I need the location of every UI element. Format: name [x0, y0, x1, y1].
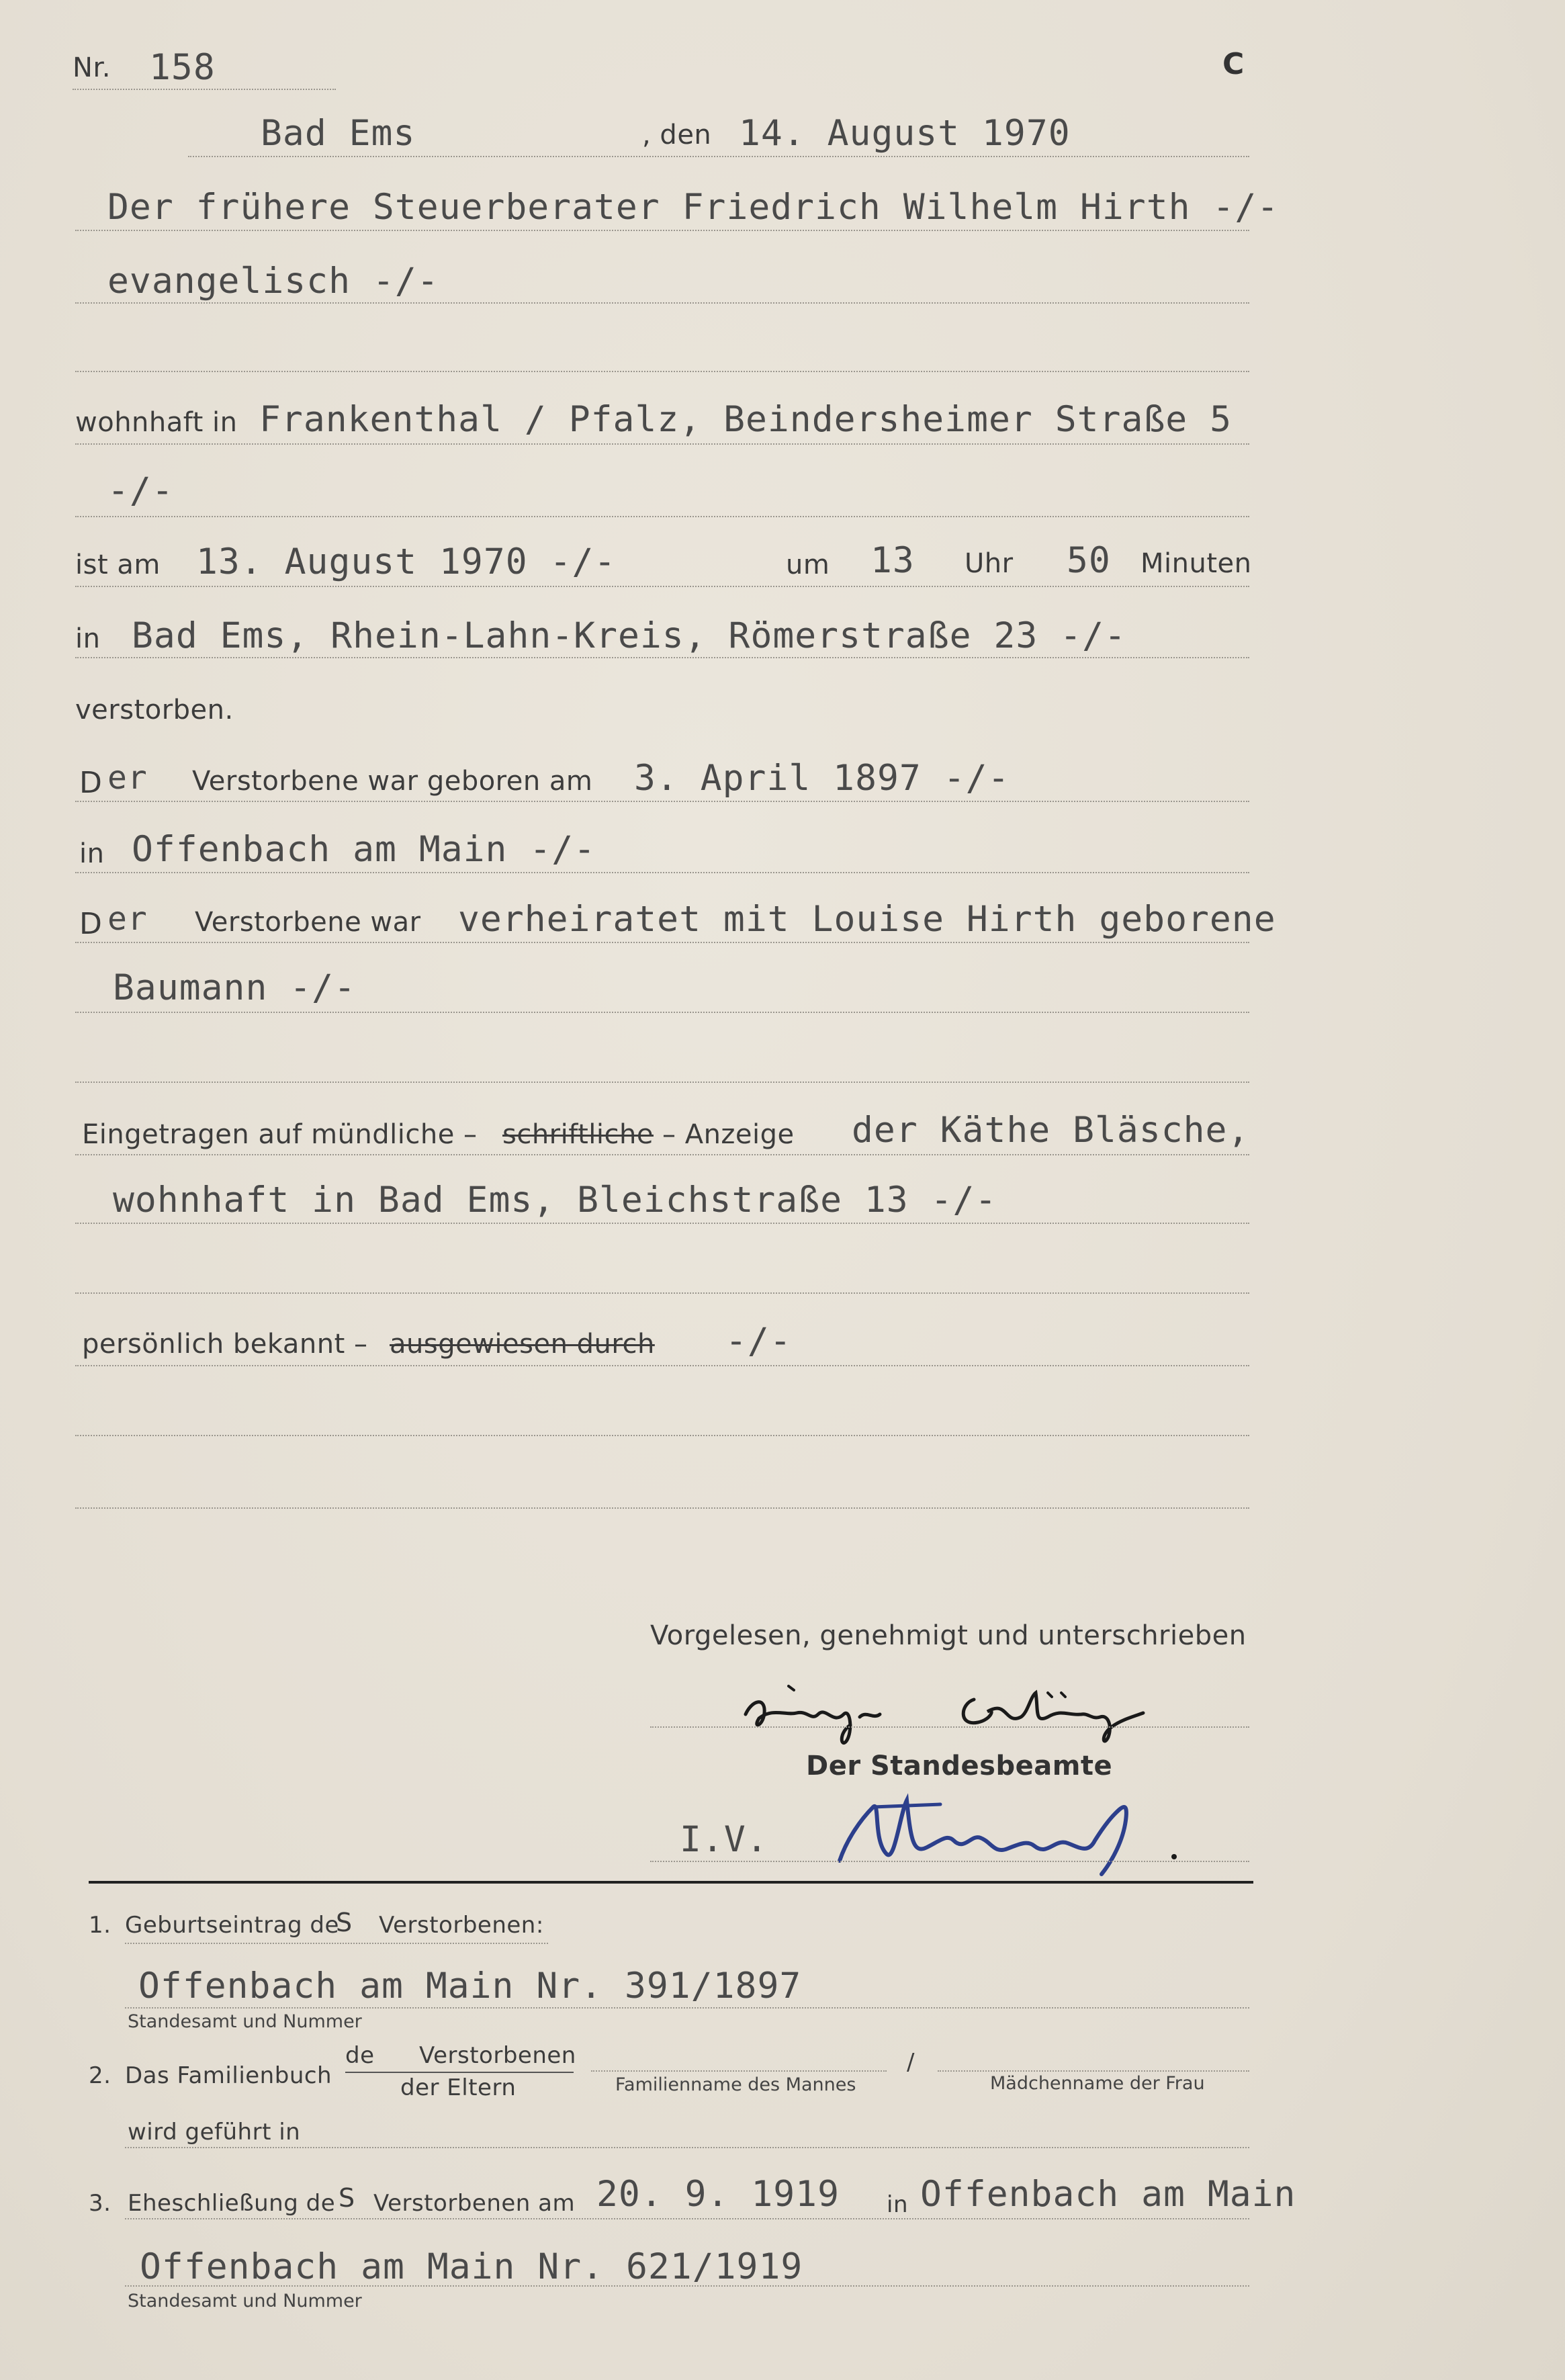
verstorben-label: verstorben. — [75, 695, 234, 725]
birth-place: Offenbach am Main -/- — [132, 829, 596, 870]
dotted-line — [125, 2285, 1249, 2287]
bekannt-value: -/- — [725, 1321, 792, 1362]
note3-date: 20. 9. 1919 — [596, 2174, 840, 2215]
der-er-2: er — [107, 900, 148, 938]
nr-label: Nr. — [73, 52, 111, 83]
note2-label-b: wird geführt in — [128, 2119, 301, 2146]
dotted-line — [75, 586, 1249, 587]
dotted-line — [125, 2007, 1249, 2009]
dotted-line — [75, 371, 1249, 372]
dotted-line — [938, 2070, 1249, 2072]
der-d-2: D — [79, 907, 103, 941]
eingetragen-label: Eingetragen auf mündliche – — [82, 1119, 478, 1150]
date: 14. August 1970 — [739, 113, 1071, 154]
note2-caption-wife: Mädchenname der Frau — [990, 2073, 1205, 2094]
note1-label-s: S — [336, 1908, 353, 1937]
note3-value: Offenbach am Main Nr. 621/1919 — [140, 2246, 803, 2287]
dotted-line — [75, 801, 1249, 802]
dotted-line — [591, 2070, 887, 2072]
dotted-line — [75, 230, 1249, 231]
married-label: Verstorbene war — [195, 907, 421, 938]
note2-top-b: Verstorbenen — [419, 2042, 576, 2069]
dotted-line — [73, 89, 336, 90]
dotted-line — [75, 1154, 1249, 1155]
dotted-line — [650, 1861, 1249, 1862]
nr-value: 158 — [149, 47, 216, 88]
standesbeamte-label: Der Standesbeamte — [806, 1751, 1113, 1781]
married-cont: Baumann -/- — [113, 967, 356, 1008]
note1-caption: Standesamt und Nummer — [128, 2011, 362, 2032]
dotted-line — [75, 302, 1249, 304]
schriftliche-struck: schriftliche — [502, 1119, 654, 1150]
dotted-line — [188, 156, 1249, 157]
den-label: , den — [642, 120, 712, 150]
dotted-line — [75, 1012, 1249, 1013]
name-line: Der frühere Steuerberater Friedrich Wilhelm Hirth -/- — [107, 187, 1280, 228]
address-cont: -/- — [107, 470, 174, 511]
dotted-line — [75, 443, 1249, 445]
religion: evangelisch -/- — [107, 261, 439, 302]
place: Bad Ems — [261, 113, 416, 154]
birth-in-label: in — [79, 838, 105, 869]
note2-fraction-line — [345, 2072, 574, 2073]
dotted-line — [75, 1507, 1249, 1509]
note1-label-b: Verstorbenen: — [379, 1912, 544, 1939]
dotted-line — [75, 1435, 1249, 1436]
note3-caption: Standesamt und Nummer — [128, 2291, 362, 2311]
married-text: verheiratet mit Louise Hirth geborene — [458, 899, 1276, 940]
address: Frankenthal / Pfalz, Beindersheimer Straße 5 — [259, 399, 1232, 440]
ist-am-label: ist am — [75, 549, 161, 580]
dotted-line — [75, 872, 1249, 873]
dotted-line — [125, 2147, 1249, 2148]
anzeige-label: – Anzeige — [662, 1119, 795, 1150]
note3-in: in — [887, 2191, 908, 2218]
birth-date: 3. April 1897 -/- — [634, 758, 1010, 799]
note2-number: 2. — [89, 2062, 111, 2089]
wohnhaft-label: wohnhaft in — [75, 407, 238, 438]
dotted-line — [75, 942, 1249, 943]
informant-signature-image — [732, 1673, 1243, 1760]
note1-number: 1. — [89, 1912, 111, 1939]
informant-address: wohnhaft in Bad Ems, Bleichstraße 13 -/- — [113, 1180, 997, 1221]
dotted-line — [650, 1726, 1249, 1728]
dotted-line — [75, 1365, 1249, 1366]
note3-label-b: Verstorbenen am — [373, 2190, 576, 2217]
note2-label: Das Familienbuch — [125, 2062, 332, 2089]
dotted-line — [75, 657, 1249, 658]
note1-label-a: Geburtseintrag de — [125, 1912, 339, 1939]
der-d: D — [79, 766, 103, 800]
death-hour: 13 — [870, 540, 915, 581]
dotted-line — [75, 1223, 1249, 1224]
note3-place: Offenbach am Main — [920, 2174, 1296, 2215]
official-signature-image — [833, 1773, 1209, 1881]
corner-letter: C — [1222, 47, 1245, 81]
note3-number: 3. — [89, 2190, 111, 2217]
dotted-line — [75, 1292, 1249, 1294]
note2-caption-husband: Familienname des Mannes — [615, 2074, 856, 2095]
death-place: Bad Ems, Rhein-Lahn-Kreis, Römerstraße 23 -/- — [132, 615, 1126, 656]
section-divider — [89, 1881, 1253, 1884]
um-label: um — [786, 549, 830, 580]
death-minutes: 50 — [1067, 540, 1111, 581]
der-er: er — [107, 759, 148, 797]
uhr-label: Uhr — [965, 548, 1014, 579]
born-label: Verstorbene war geboren am — [192, 766, 593, 797]
approval-text: Vorgelesen, genehmigt und unterschrieben — [650, 1620, 1247, 1651]
ausgewiesen-struck: ausgewiesen durch — [390, 1329, 655, 1360]
note2-bottom: der Eltern — [400, 2074, 517, 2101]
note2-top-a: de — [345, 2042, 375, 2069]
informant: der Käthe Bläsche, — [852, 1110, 1250, 1151]
dotted-line — [75, 516, 1249, 517]
note3-label-s: S — [339, 2183, 355, 2213]
note2-slash: / — [907, 2049, 915, 2076]
dotted-line — [125, 2218, 1249, 2219]
minuten-label: Minuten — [1141, 548, 1252, 579]
note1-value: Offenbach am Main Nr. 391/1897 — [138, 1966, 802, 2007]
dotted-line — [125, 1943, 548, 1944]
death-date: 13. August 1970 -/- — [196, 541, 617, 582]
dotted-line — [75, 1082, 1249, 1083]
iv-label: I.V. — [680, 1819, 768, 1860]
note3-label-a: Eheschließung de — [128, 2190, 336, 2217]
bekannt-label: persönlich bekannt – — [82, 1329, 368, 1360]
in-label: in — [75, 623, 101, 654]
